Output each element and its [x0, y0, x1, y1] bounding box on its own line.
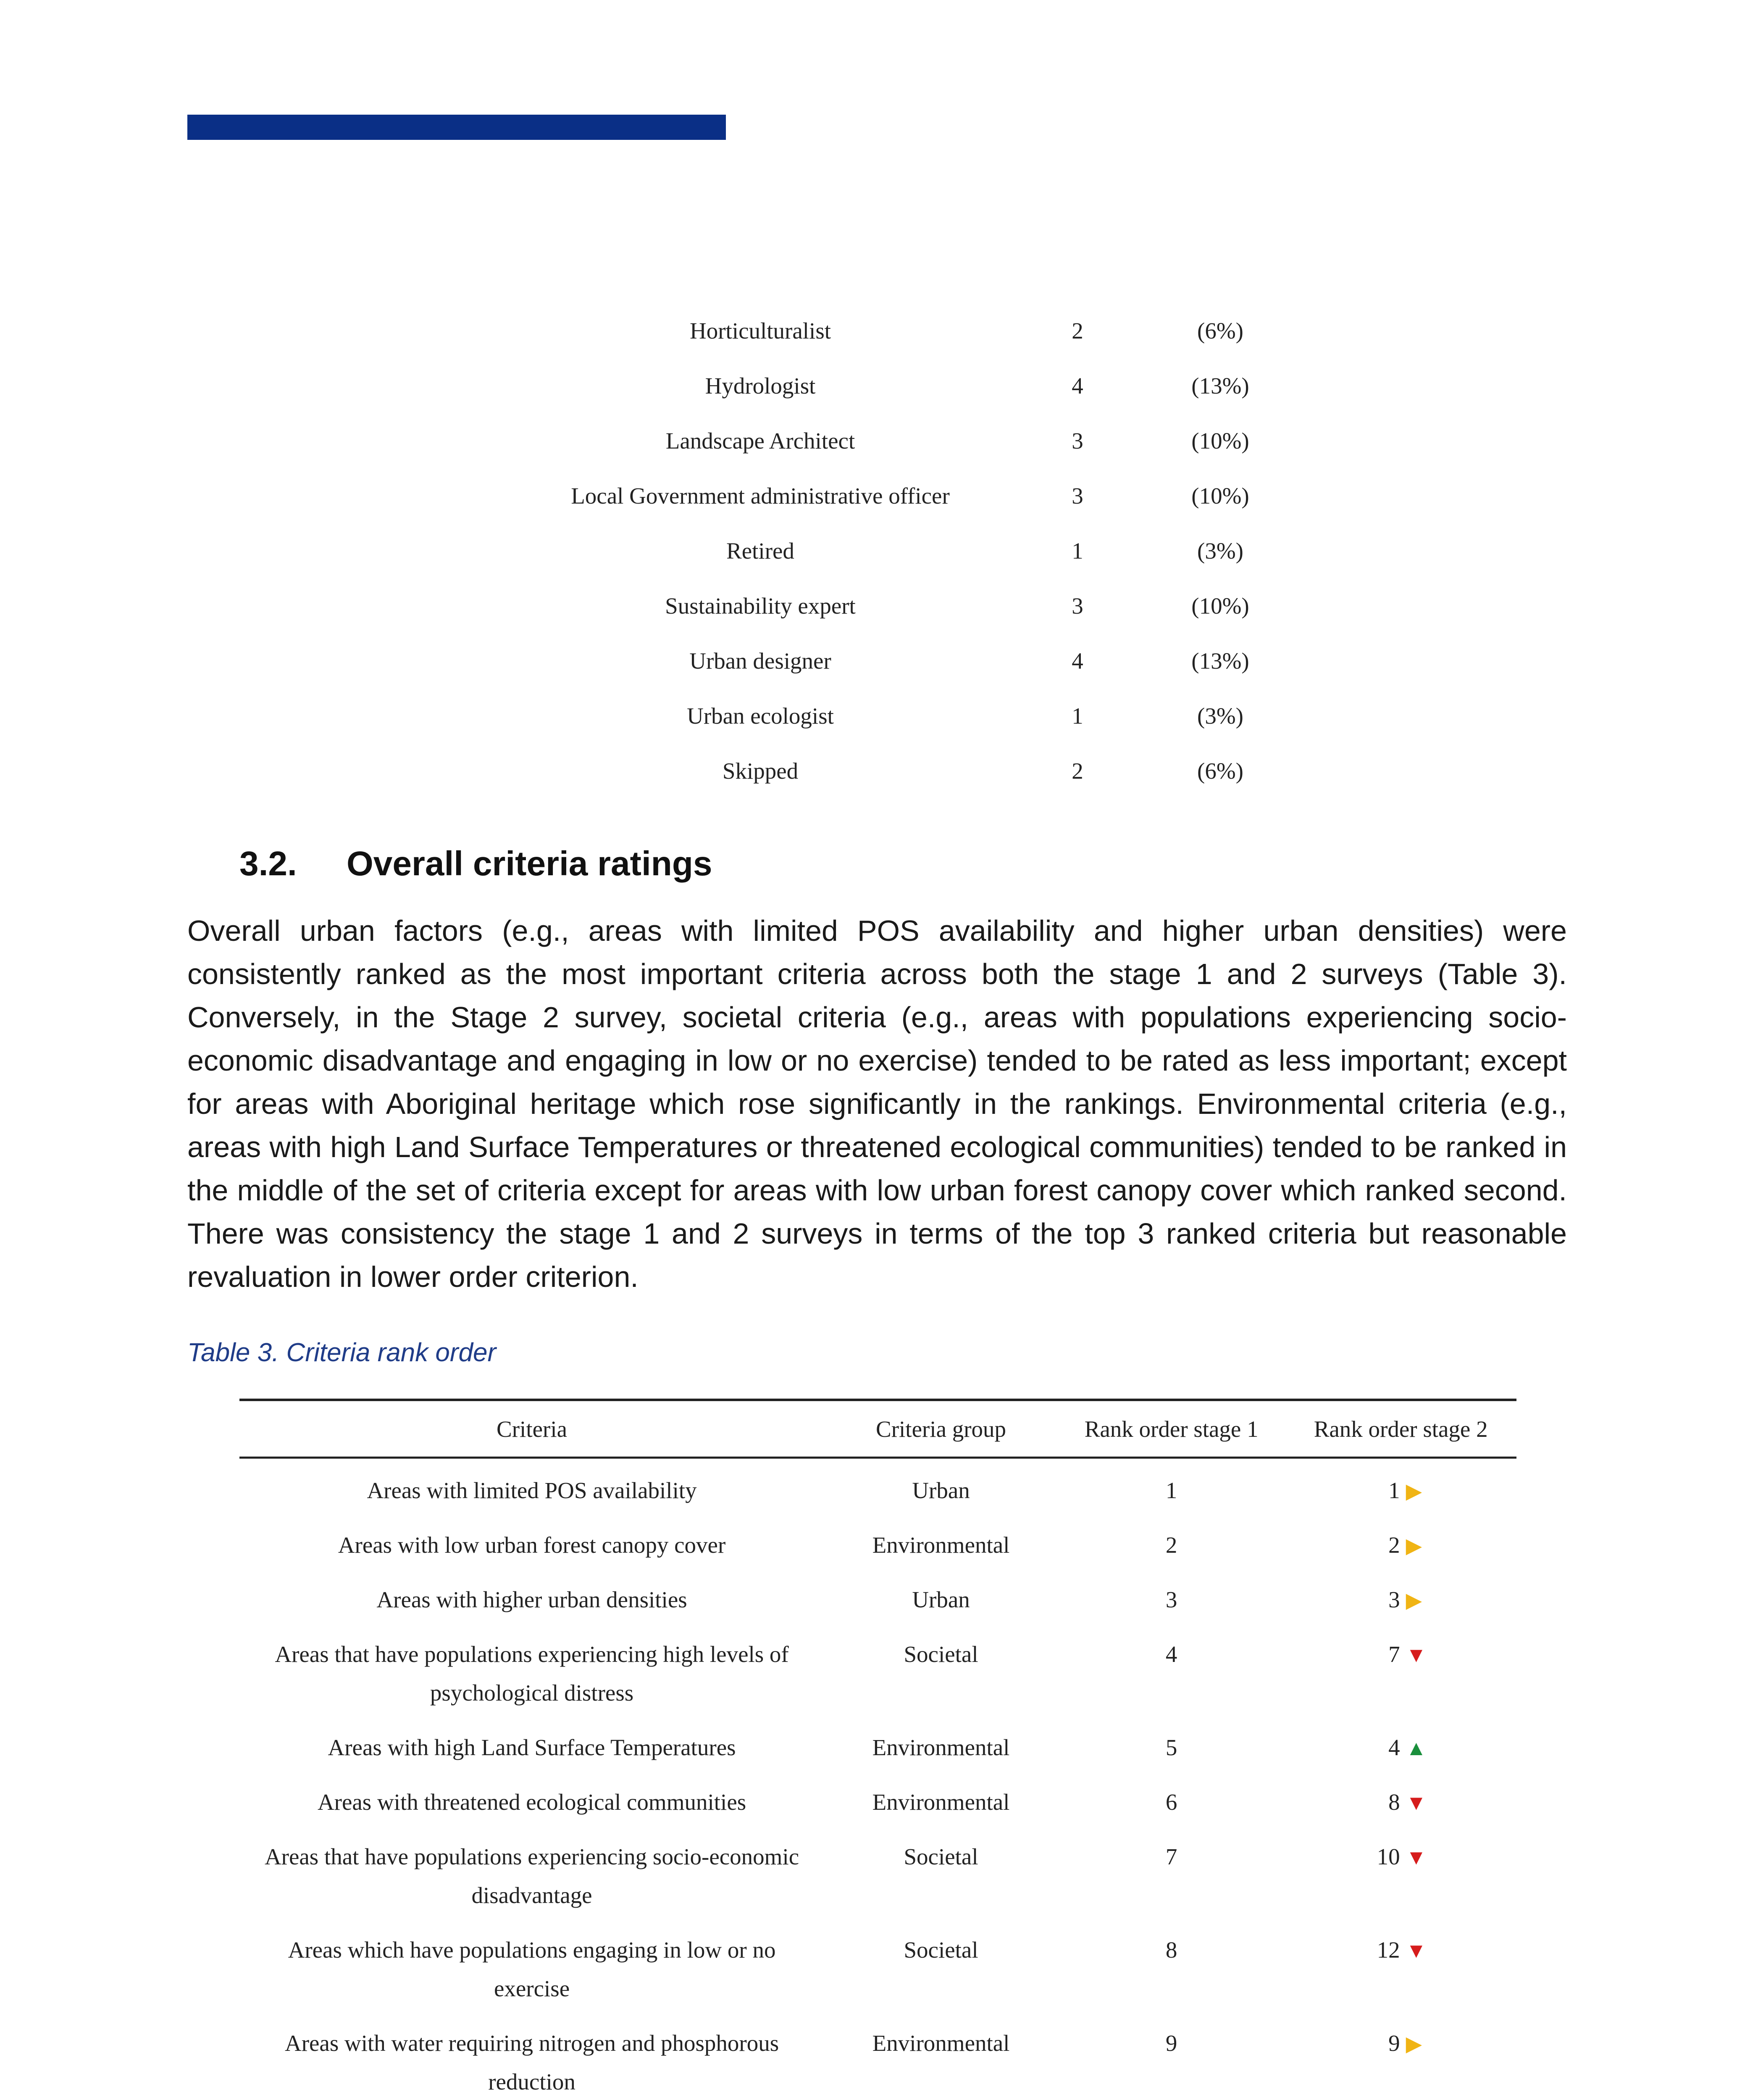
rank-stage-2-cell — [1285, 1622, 1516, 1716]
occupation-table — [525, 303, 1281, 798]
header-rank-stage-1: Rank order stage 1 — [1058, 1400, 1285, 1458]
occupation-row — [525, 688, 1281, 743]
occupation-row — [525, 303, 1281, 358]
trend-down-icon: ▼ — [1406, 1643, 1427, 1667]
criteria-group-cell: Societal — [904, 1641, 978, 1667]
trend-down-icon: ▼ — [1406, 1939, 1427, 1962]
rank-stage-1-cell: 2 — [1165, 1532, 1177, 1558]
occupation-role: Urban designer — [689, 648, 831, 674]
rank-stage-2-cell — [1285, 1513, 1516, 1568]
criteria-cell: Areas with threatened ecological communities — [317, 1789, 746, 1815]
occupation-row — [525, 413, 1281, 468]
occupation-row — [525, 578, 1281, 633]
table-row — [239, 1568, 1516, 1622]
rank-stage-2-cell — [1285, 1770, 1516, 1825]
criteria-table-body — [239, 1458, 1516, 2100]
rank-stage-1-cell: 9 — [1165, 2030, 1177, 2056]
trend-same-icon: ▶ — [1406, 1479, 1422, 1503]
table-row — [239, 1513, 1516, 1568]
section-heading — [239, 844, 712, 884]
occupation-row — [525, 358, 1281, 413]
rank-stage-1-cell: 6 — [1165, 1789, 1177, 1815]
criteria-group-cell: Environmental — [872, 1789, 1010, 1815]
rank-stage-2-cell — [1285, 2011, 1516, 2100]
criteria-group-cell: Environmental — [872, 1735, 1010, 1760]
rank-stage-1-cell: 3 — [1165, 1587, 1177, 1612]
table-row — [239, 1716, 1516, 1770]
rank-stage-1-cell: 5 — [1165, 1735, 1177, 1760]
table-row — [239, 1622, 1516, 1716]
occupation-percent: (10%) — [1191, 428, 1249, 454]
rank-stage-2-value: 8 — [1388, 1789, 1400, 1815]
table-header-row — [239, 1400, 1516, 1458]
criteria-group-cell: Societal — [904, 1937, 978, 1963]
table-row — [239, 1770, 1516, 1825]
occupation-count: 1 — [1072, 538, 1083, 564]
occupation-percent: (3%) — [1197, 703, 1243, 729]
header-criteria: Criteria — [239, 1400, 824, 1458]
rank-stage-2-value: 7 — [1388, 1641, 1400, 1667]
occupation-percent: (13%) — [1191, 373, 1249, 399]
occupation-role: Skipped — [722, 758, 799, 784]
criteria-cell: Areas that have populations experiencing high levels of psychological distress — [275, 1641, 789, 1706]
trend-down-icon: ▼ — [1406, 1791, 1427, 1814]
criteria-cell: Areas with high Land Surface Temperatures — [328, 1735, 736, 1760]
occupation-count: 2 — [1072, 318, 1083, 344]
body-paragraph: Overall urban factors (e.g., areas with limited POS availability and higher urban densities) were consistently ranked as the most important criteria across both the stage 1 and 2 surveys (Table 3). Conversely, in the Stage 2 survey, societal criteria (e.g., areas with populations experiencing socio-economic disadvantage and engaging in low or no exercise) tended to be rated as less important; except for areas with Aboriginal heritage which rose significantly in the rankings. Environmental criteria (e.g., areas with high Land Surface Temperatures or threatened ecological communities) tended to be ranked in the middle of the set of criteria except for areas with low urban forest canopy cover which ranked second. There was consistency the stage 1 and 2 surveys in terms of the top 3 ranked criteria but reasonable revaluation in lower order criterion. — [187, 914, 1567, 1293]
table-row — [239, 2011, 1516, 2100]
rank-stage-2-cell — [1285, 1568, 1516, 1622]
occupation-role: Retired — [726, 538, 794, 564]
occupation-percent: (3%) — [1197, 538, 1243, 564]
criteria-group-cell: Societal — [904, 1844, 978, 1869]
rank-stage-2-value: 4 — [1388, 1735, 1400, 1760]
rank-stage-2-cell — [1285, 1825, 1516, 1918]
rank-stage-2-cell — [1285, 1716, 1516, 1770]
trend-same-icon: ▶ — [1406, 1534, 1422, 1557]
occupation-row — [525, 743, 1281, 798]
criteria-group-cell: Environmental — [872, 2030, 1010, 2056]
criteria-cell: Areas which have populations engaging in low or no exercise — [288, 1937, 776, 2001]
occupation-row — [525, 633, 1281, 688]
criteria-cell: Areas that have populations experiencing socio-economic disadvantage — [264, 1844, 799, 1908]
criteria-group-cell: Urban — [912, 1478, 970, 1503]
rank-stage-2-value: 10 — [1377, 1844, 1400, 1869]
section-number: 3.2. — [239, 845, 297, 883]
occupation-table-body — [525, 303, 1281, 798]
criteria-cell: Areas with limited POS availability — [367, 1478, 697, 1503]
occupation-count: 3 — [1072, 483, 1083, 509]
header-criteria-group: Criteria group — [824, 1400, 1058, 1458]
rank-stage-2-cell — [1285, 1458, 1516, 1514]
rank-stage-1-cell: 7 — [1165, 1844, 1177, 1869]
rank-stage-2-value: 12 — [1377, 1937, 1400, 1963]
header-accent-bar — [187, 115, 726, 140]
rank-stage-1-cell: 4 — [1165, 1641, 1177, 1667]
occupation-count: 2 — [1072, 758, 1083, 784]
rank-stage-2-value: 2 — [1388, 1532, 1400, 1558]
occupation-percent: (6%) — [1197, 758, 1243, 784]
occupation-count: 3 — [1072, 428, 1083, 454]
trend-same-icon: ▶ — [1406, 2032, 1422, 2055]
occupation-role: Urban ecologist — [687, 703, 834, 729]
occupation-role: Hydrologist — [705, 373, 816, 399]
occupation-row — [525, 523, 1281, 578]
occupation-role: Sustainability expert — [665, 593, 856, 619]
criteria-cell: Areas with higher urban densities — [376, 1587, 687, 1612]
occupation-count: 4 — [1072, 373, 1083, 399]
occupation-percent: (10%) — [1191, 593, 1249, 619]
rank-stage-1-cell: 8 — [1165, 1937, 1177, 1963]
rank-stage-2-value: 9 — [1388, 2030, 1400, 2056]
occupation-percent: (13%) — [1191, 648, 1249, 674]
occupation-count: 1 — [1072, 703, 1083, 729]
occupation-percent: (6%) — [1197, 318, 1243, 344]
occupation-row — [525, 468, 1281, 523]
criteria-rank-table — [239, 1399, 1516, 2100]
trend-same-icon: ▶ — [1406, 1588, 1422, 1612]
criteria-group-cell: Environmental — [872, 1532, 1010, 1558]
occupation-role: Landscape Architect — [665, 428, 855, 454]
table-row — [239, 1458, 1516, 1514]
occupation-percent: (10%) — [1191, 483, 1249, 509]
table-caption: Table 3. Criteria rank order — [187, 1338, 497, 1367]
occupation-count: 3 — [1072, 593, 1083, 619]
header-rank-stage-2: Rank order stage 2 — [1285, 1400, 1516, 1458]
trend-up-icon: ▲ — [1406, 1736, 1427, 1760]
rank-stage-2-cell — [1285, 1918, 1516, 2011]
rank-stage-1-cell: 1 — [1165, 1478, 1177, 1503]
occupation-count: 4 — [1072, 648, 1083, 674]
table-row — [239, 1825, 1516, 1918]
rank-stage-2-value: 3 — [1388, 1587, 1400, 1612]
rank-stage-2-value: 1 — [1388, 1478, 1400, 1503]
occupation-role: Local Government administrative officer — [571, 483, 950, 509]
table-row — [239, 1918, 1516, 2011]
section-title: Overall criteria ratings — [347, 845, 712, 883]
criteria-group-cell: Urban — [912, 1587, 970, 1612]
criteria-cell: Areas with water requiring nitrogen and phosphorous reduction — [284, 2030, 779, 2095]
trend-down-icon: ▼ — [1406, 1845, 1427, 1869]
occupation-role: Horticulturalist — [689, 318, 831, 344]
criteria-cell: Areas with low urban forest canopy cover — [338, 1532, 726, 1558]
